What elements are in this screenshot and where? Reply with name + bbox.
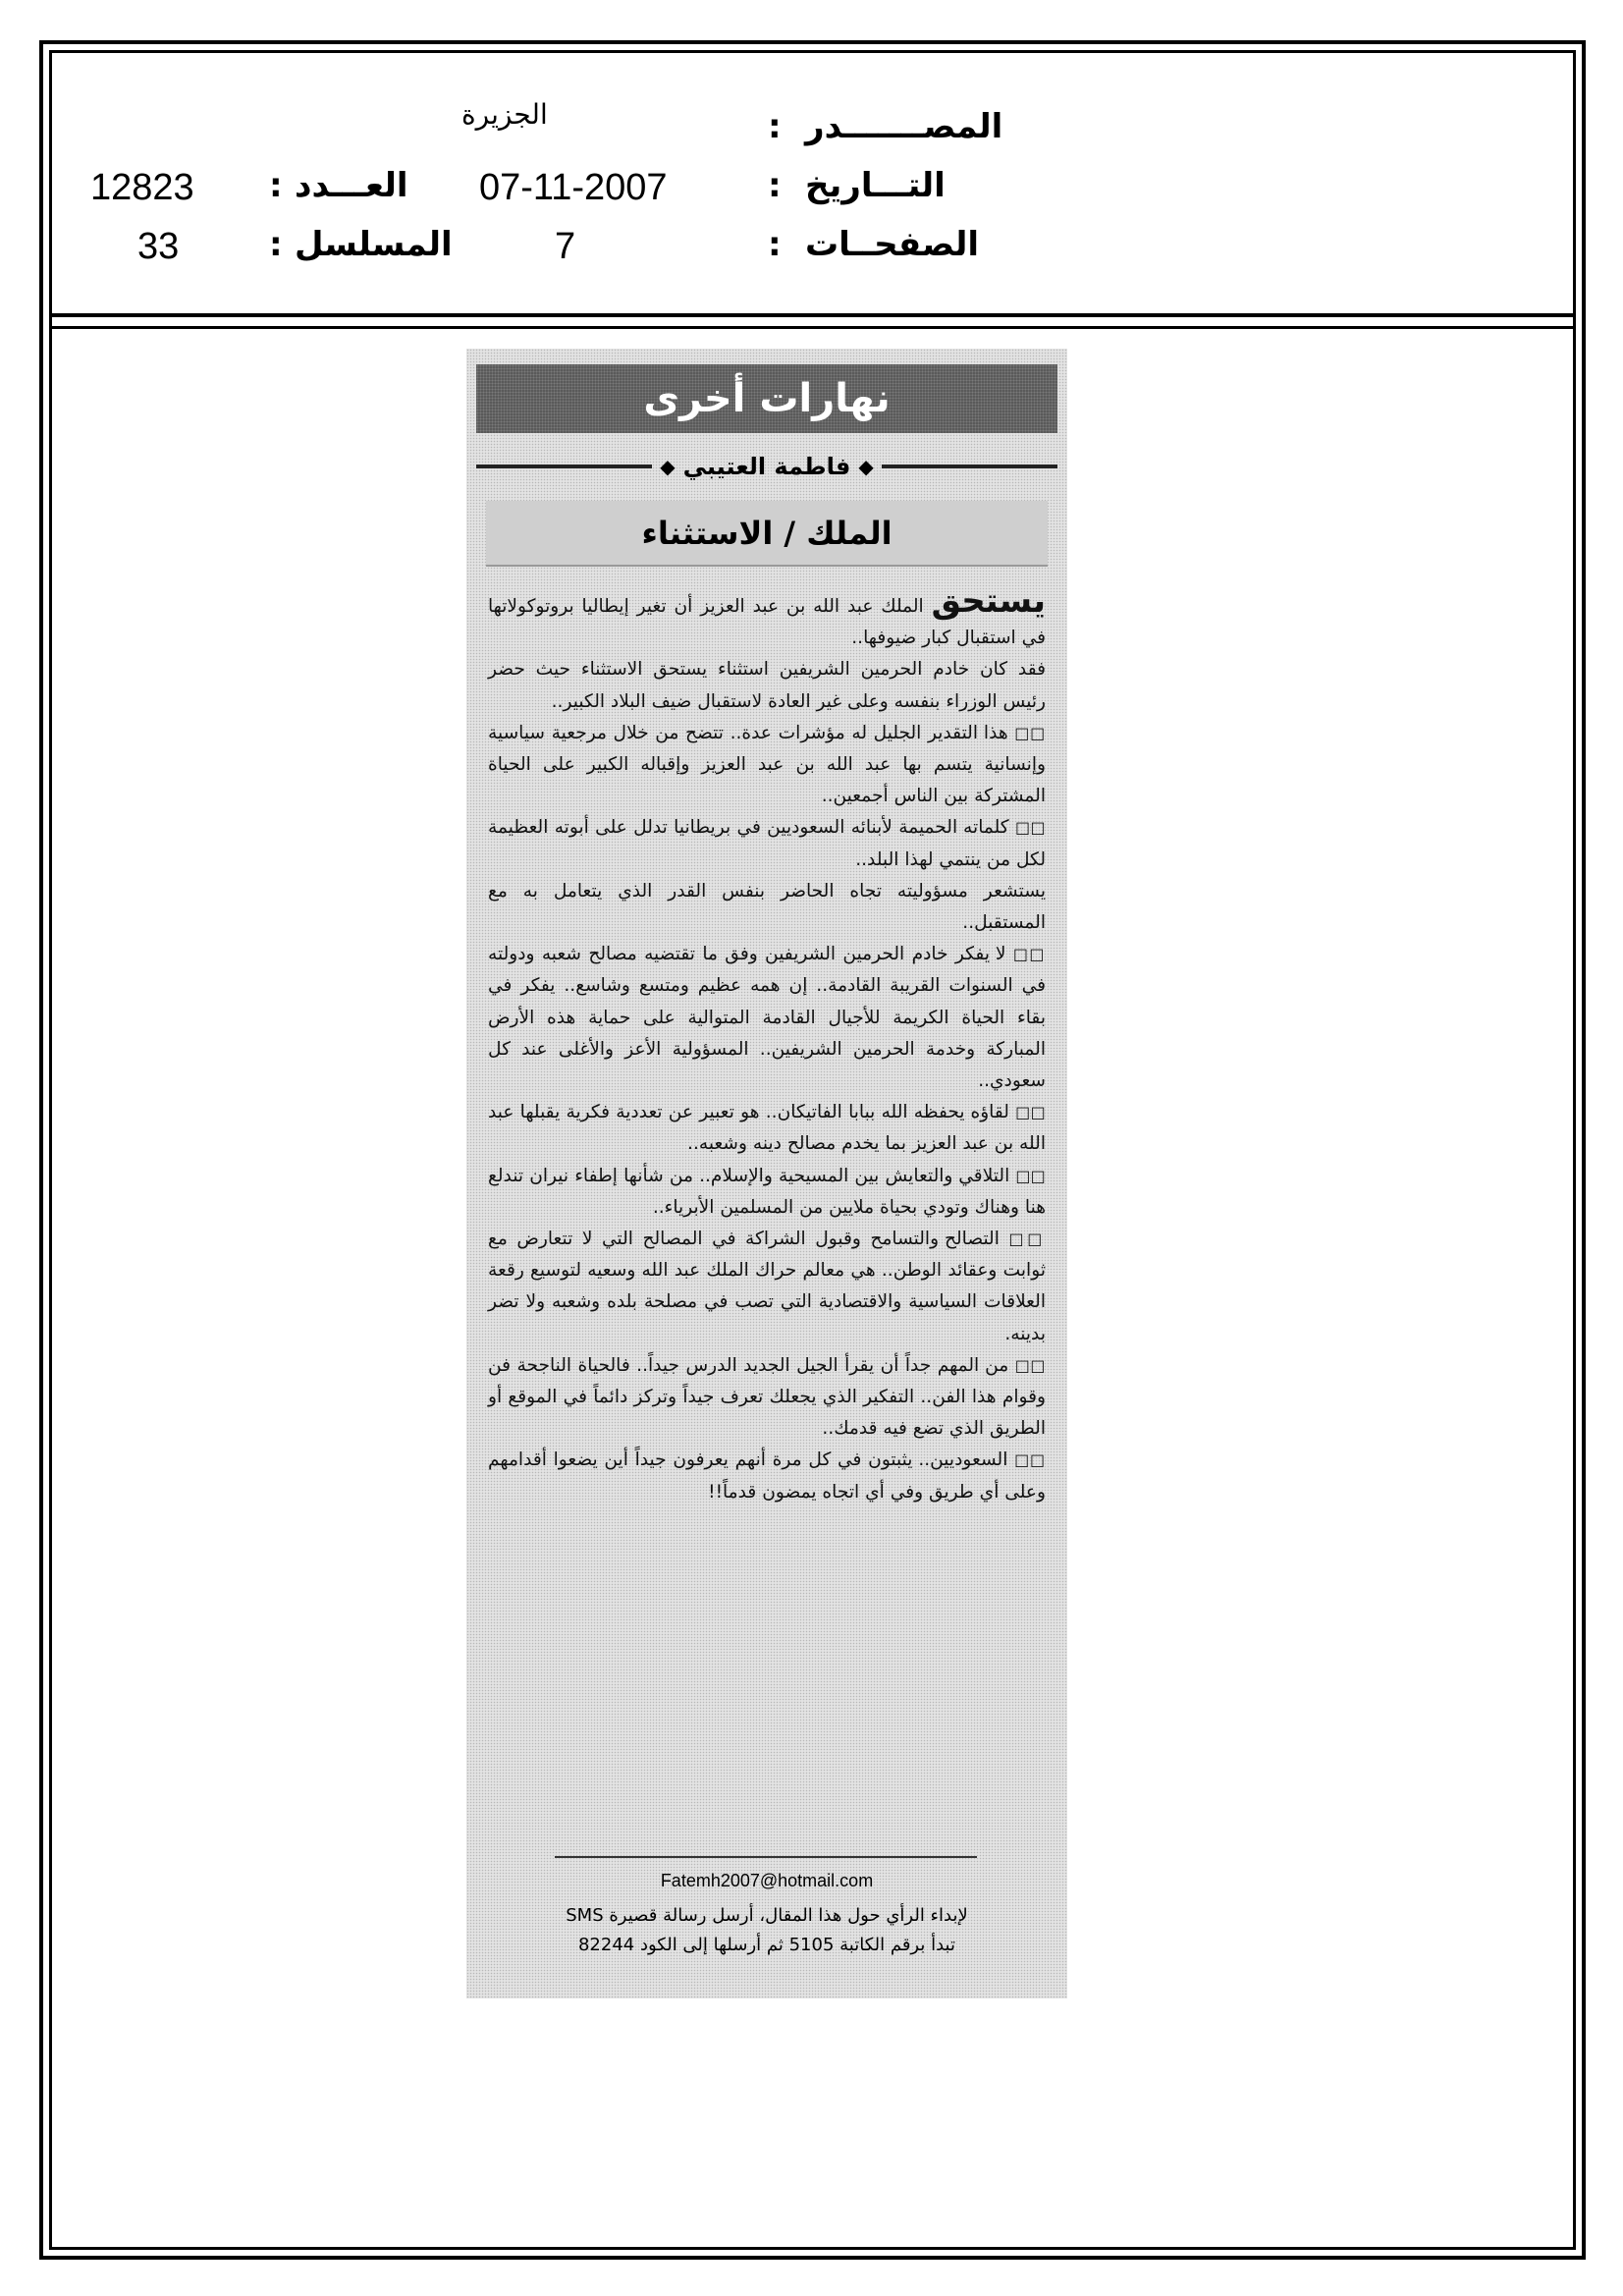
headline-box: [486, 501, 1048, 567]
source-value: الجزيرة: [461, 98, 548, 131]
header-divider-inner: [49, 326, 1576, 329]
paragraph: [488, 876, 1046, 939]
paragraph-text: لا يفكر خادم الحرمين الشريفين وفق ما تقتضيه مصالح شعبه ودولته في السنوات القريبة القادمة.. إن همه عظيم ومتسع وشاسع.. يفكر في بقاء الحياة الكريمة للأجيال القادمة المتوالية على حماية هذه الأرض المباركة وخدمة الحرمين الشريفين.. المسؤولية الأعز والأغلى عند كل سعودي..: [488, 944, 1046, 1092]
bullet-squares: □□: [1014, 1450, 1046, 1470]
sms-note-line-2: تبدأ برقم الكاتبة 5105 ثم أرسلها إلى الكود 82244: [577, 1935, 955, 1955]
date-label: التـــاريخ: [805, 166, 946, 205]
serial-label: المسلسل: [295, 225, 453, 264]
paragraph: [488, 812, 1046, 875]
author-rule-right: [882, 465, 1057, 468]
lead-word: يستحق: [931, 581, 1047, 621]
pages-colon: :: [768, 225, 782, 264]
issue-value: 12823: [90, 167, 194, 208]
bullet-squares: □□: [1008, 1230, 1046, 1249]
paragraph-text: التلاقي والتعايش بين المسيحية والإسلام.. من شأنها إطفاء نيران تندلع هنا وهناك وتودي بحياة ملايين من المسلمين الأبرياء..: [488, 1165, 1046, 1218]
paragraph-text: الملك عبد الله بن عبد العزيز أن تغير إيطاليا بروتوكولاتها في استقبال كبار ضيوفها..: [488, 596, 1046, 649]
paragraph: [488, 718, 1046, 813]
article-body: [488, 581, 1047, 1508]
header-divider: [49, 313, 1576, 317]
footer-rule: [555, 1856, 977, 1858]
author-rule-left: [476, 465, 652, 468]
serial-value: 33: [137, 226, 180, 267]
bullet-squares: □□: [1014, 1355, 1046, 1375]
author-row: [476, 447, 1057, 486]
paragraph-text: فقد كان خادم الحرمين الشريفين استثناء يستحق الاستثناء حيث حضر رئيس الوزراء بنفسه وعلى غير العادة لاستقبال ضيف البلاد الكبير..: [488, 659, 1046, 712]
diamond-icon: ◆: [660, 455, 676, 478]
newspaper-clipping: [466, 349, 1067, 1998]
author-email: Fatemh2007@hotmail.com: [660, 1871, 874, 1890]
paragraph-text: التصالح والتسامح وقبول الشراكة في المصالح التي لا تتعارض مع ثوابت وعقائد الوطن.. هي معالم حراك الملك عبد الله وسعيه لتوسيع رقعة العلاقات السياسية والاقتصادية التي تصب في مصلحة بلده وشعبه ولا تضر بدينه.: [488, 1229, 1046, 1344]
column-title-bar: [476, 364, 1057, 433]
author-name: فاطمة العتيبي: [682, 453, 851, 480]
bullet-squares: □□: [1014, 723, 1046, 742]
paragraph-text: السعوديين.. يثبتون في كل مرة أنهم يعرفون جيداً أين يضعوا أقدامهم وعلى أي طريق وفي أي اتجاه يمضون قدماً!!: [488, 1449, 1046, 1503]
paragraph: [488, 1097, 1046, 1160]
serial-colon: :: [269, 225, 283, 264]
date-value: 07-11-2007: [479, 167, 668, 208]
paragraph-text: من المهم جداً أن يقرأ الجيل الجديد الدرس جيداً.. فالحياة الناجحة فن وقوام هذا الفن.. التفكير الذي يجعلك تعرف جيداً وتركز دائماً في الموقع أو الطريق الذي تضع فيه قدمك..: [488, 1354, 1046, 1440]
paragraph: [488, 1350, 1046, 1446]
paragraph-text: هذا التقدير الجليل له مؤشرات عدة.. تتضح من خلال مرجعية سياسية وإنسانية يتسم بها عبد الله بن عبد العزيز وإقباله الكبير على الحياة المشتركة بين الناس أجمعين..: [488, 722, 1046, 807]
diamond-icon: ◆: [858, 455, 874, 478]
paragraph: [488, 654, 1046, 717]
paragraph: [488, 1161, 1046, 1224]
paragraph-text: يستشعر مسؤوليته تجاه الحاضر بنفس القدر الذي يتعامل به مع المستقبل..: [488, 880, 1046, 934]
pages-label: الصفحــات: [805, 225, 980, 264]
pages-value: 7: [555, 226, 576, 267]
headline: الملك / الاستثناء: [641, 514, 893, 552]
bullet-squares: □□: [1014, 818, 1047, 838]
bullet-squares: □□: [1012, 945, 1046, 964]
date-colon: :: [768, 166, 782, 205]
paragraph-text: كلماته الحميمة لأبنائه السعوديين في بريطانيا تدلل على أبوته العظيمة لكل من ينتمي لهذا البلد..: [488, 817, 1046, 870]
source-label: المصـــــــدر: [805, 107, 1003, 146]
issue-label: العـــدد: [295, 166, 408, 205]
bullet-squares: □□: [1015, 1166, 1046, 1185]
issue-colon: :: [269, 166, 283, 205]
sms-note-line-1: لإبداء الرأي حول هذا المقال، أرسل رسالة قصيرة SMS: [566, 1905, 968, 1926]
bullet-squares: □□: [1015, 1103, 1046, 1122]
source-colon: :: [768, 107, 782, 146]
paragraph: [488, 581, 1047, 654]
paragraph: [488, 939, 1046, 1097]
column-title: نهارات أخرى: [643, 376, 891, 421]
paragraph-text: لقاؤه يحفظه الله ببابا الفاتيكان.. هو تعبير عن تعددية فكرية يقبلها عبد الله بن عبد العزيز بما يخدم مصالح دينه وشعبه..: [488, 1102, 1046, 1155]
paragraph: [488, 1445, 1046, 1507]
paragraph: [488, 1224, 1046, 1350]
